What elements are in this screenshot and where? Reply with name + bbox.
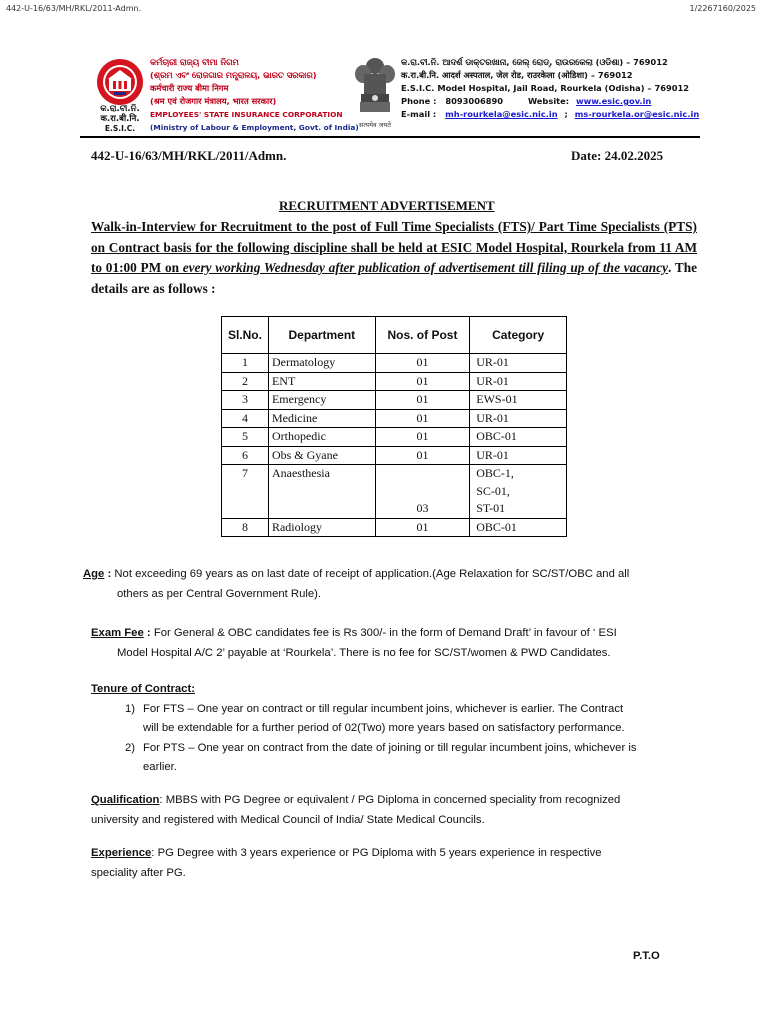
- cell-posts: 01: [375, 428, 470, 447]
- address-english: E.S.I.C. Model Hospital, Jail Road, Rourkela (Odisha) – 769012: [401, 83, 690, 93]
- tenure-item-2: [91, 739, 701, 778]
- cell-category: UR-01: [470, 372, 567, 391]
- table-row: [222, 518, 567, 537]
- header-department: Department: [268, 317, 375, 354]
- header-category: Category: [470, 317, 567, 354]
- tenure-section: [91, 680, 701, 778]
- cell-department: Radiology: [268, 518, 375, 537]
- address-hindi: क.रा.बी.नि. आदर्श अस्पताल, जेल रोड, राउरकेला (ओडिशा) – 769012: [401, 70, 633, 80]
- walkin-end: . The details are as follows :: [91, 260, 697, 296]
- org-name-odia: କର୍ମଚାରୀ ରାଜ୍ୟ ବୀମା ନିଗମ: [150, 57, 239, 67]
- ministry-odia: (ଶ୍ରମ ଏବଂ ରୋଜଗାର ମନ୍ତ୍ରାଳୟ, ଭାରତ ସରକାର): [150, 70, 317, 80]
- header-posts: Nos. of Post: [375, 317, 470, 354]
- cell-slno: 3: [222, 391, 269, 410]
- logo-caption-hindi: क.रा.बी.नि.: [100, 114, 140, 124]
- print-header-page: 1/2267160/2025: [689, 4, 756, 13]
- experience-line-1: : PG Degree with 3 years experience or PG Diploma with 5 years experience in respective: [151, 847, 602, 859]
- email-link-2[interactable]: ms-rourkela.or@esic.nic.in: [574, 109, 700, 119]
- tenure-item-1-line-2: will be extendable for a further period of 02(Two) more years based on satisfactory performance.: [143, 722, 625, 734]
- experience-line-2: speciality after PG.: [91, 866, 186, 879]
- experience-label: Experience: [91, 847, 152, 859]
- print-header-ref: 442-U-16/63/MH/RKL/2011-Admn.: [6, 4, 142, 13]
- table-row: [222, 428, 567, 447]
- org-name-english: EMPLOYEES' STATE INSURANCE CORPORATION: [150, 110, 343, 119]
- walkin-paragraph: [91, 217, 697, 299]
- tenure-item-2-line-2: earlier.: [143, 761, 177, 773]
- cell-posts: 01: [375, 354, 470, 373]
- age-colon: :: [104, 568, 112, 580]
- email-link-1[interactable]: mh-rourkela@esic.nic.in: [445, 109, 558, 119]
- cell-slno: 8: [222, 518, 269, 537]
- phone-label: Phone :: [401, 96, 437, 106]
- cell-department: Orthopedic: [268, 428, 375, 447]
- document-title: RECRUITMENT ADVERTISEMENT: [279, 198, 495, 213]
- cell-department: Emergency: [268, 391, 375, 410]
- cell-department: Anaesthesia: [268, 465, 375, 519]
- hospital-address-block: [401, 56, 699, 121]
- qualification-label: Qualification: [91, 794, 160, 806]
- cell-slno: 2: [222, 372, 269, 391]
- address-odia: କ.ରା.ବୀ.ନି. ଆଦର୍ଶ ଡାକ୍ତରଖାନା, ଜେଲ୍ ରୋଡ୍, ରାଉରକେଲା (ଓଡିଶା) – 769012: [401, 57, 668, 67]
- age-line-2: others as per Central Government Rule).: [117, 587, 322, 600]
- qualification-line-2: university and registered with Medical Council of India/ State Medical Councils.: [91, 813, 485, 826]
- cell-department: Dermatology: [268, 354, 375, 373]
- fee-colon: :: [143, 627, 154, 639]
- ministry-english: (Ministry of Labour & Employment, Govt. of India): [150, 123, 359, 132]
- org-name-hindi: कर्मचारी राज्य बीमा निगम: [150, 83, 229, 93]
- table-row: [222, 372, 567, 391]
- fee-line-1: For General & OBC candidates fee is Rs 300/- in the form of Demand Draft’ in favour of ‘ ESI: [153, 627, 617, 639]
- cell-posts: 01: [375, 391, 470, 410]
- walkin-text: Walk-in-Interview for Recruitment to the post of Full Time Specialists (FTS)/ Part Time Specialists (PTS) on Contract basis for the following discipline shall be held at ESIC Model Hospital, Rourkela from 11 AM to 01:00 PM on: [91, 219, 697, 275]
- tenure-label: Tenure of Contract:: [91, 683, 195, 695]
- walkin-schedule: every working Wednesday after publication of advertisement till filing up of the vacancy: [182, 260, 669, 275]
- logo-caption: [92, 104, 148, 134]
- header-slno: Sl.No.: [222, 317, 269, 354]
- document-date: Date: 24.02.2025: [571, 148, 664, 163]
- cell-slno: 4: [222, 409, 269, 428]
- cell-category: UR-01: [470, 354, 567, 373]
- cell-category: UR-01: [470, 409, 567, 428]
- cell-slno: 5: [222, 428, 269, 447]
- table-row: [222, 354, 567, 373]
- cell-slno: 7: [222, 465, 269, 519]
- qualification-section: [91, 791, 711, 830]
- table-row: [222, 409, 567, 428]
- contact-line: [401, 95, 699, 108]
- emblem-caption: सत्यमेव जयते: [359, 121, 391, 129]
- fee-label: Exam Fee: [91, 627, 144, 639]
- cell-posts: 03: [375, 465, 470, 519]
- tenure-item-1-num: 1): [124, 702, 135, 715]
- tenure-item-2-num: 2): [124, 741, 135, 754]
- phone-number: 8093006890: [445, 96, 504, 106]
- cell-slno: 1: [222, 354, 269, 373]
- tenure-item-2-line-1: For PTS – One year on contract from the date of joining or till regular incumbent joins, whichever is: [143, 741, 637, 754]
- cell-posts: 01: [375, 446, 470, 465]
- ministry-hindi: (श्रम एवं रोजगार मंत्रालय, भारत सरकार): [150, 96, 277, 106]
- table-row: [222, 465, 567, 519]
- cell-posts: 01: [375, 409, 470, 428]
- email-separator: ;: [564, 109, 568, 119]
- esic-logo: [96, 58, 144, 106]
- national-emblem: [352, 56, 398, 129]
- logo-caption-en: E.S.I.C.: [104, 124, 136, 133]
- cell-category: EWS-01: [470, 391, 567, 410]
- header-divider: [80, 136, 700, 138]
- cell-category: OBC-01: [470, 518, 567, 537]
- exam-fee-section: [91, 624, 711, 663]
- table-row: [222, 446, 567, 465]
- reference-number: 442-U-16/63/MH/RKL/2011/Admn.: [91, 148, 287, 163]
- age-line-1: Not exceeding 69 years as on last date of receipt of application.(Age Relaxation for SC/ST/OBC and all: [114, 568, 630, 580]
- email-line: [401, 108, 699, 121]
- cell-department: Obs & Gyane: [268, 446, 375, 465]
- vacancy-table: [221, 316, 567, 537]
- age-label: Age: [83, 568, 105, 580]
- website-label: Website:: [527, 96, 570, 106]
- cell-category: UR-01: [470, 446, 567, 465]
- cell-category: OBC-01: [470, 428, 567, 447]
- logo-caption-odia: କ.ରା.ବୀ.ନି.: [100, 104, 140, 114]
- page-turn-note: P.T.O: [633, 950, 660, 962]
- cell-posts: 01: [375, 372, 470, 391]
- tenure-item-1: [91, 700, 701, 739]
- qualification-line-1: : MBBS with PG Degree or equivalent / PG Diploma in concerned speciality from recognized: [159, 794, 621, 806]
- tenure-item-1-line-1: For FTS – One year on contract or till regular incumbent joins, whichever is earlier. The Contract: [143, 702, 624, 715]
- fee-line-2: Model Hospital A/C 2’ payable at ‘Rourkela’. There is no fee for SC/ST/women & PWD Candidates.: [117, 646, 611, 659]
- cell-posts: 01: [375, 518, 470, 537]
- website-link[interactable]: www.esic.gov.in: [575, 96, 652, 106]
- cell-slno: 6: [222, 446, 269, 465]
- organization-name-block: [150, 56, 359, 134]
- cell-department: Medicine: [268, 409, 375, 428]
- cell-category: OBC-1, SC-01, ST-01: [470, 465, 567, 519]
- age-section: [83, 565, 703, 604]
- table-row: [222, 391, 567, 410]
- email-label: E-mail :: [401, 109, 437, 119]
- cell-department: ENT: [268, 372, 375, 391]
- experience-section: [91, 844, 711, 883]
- table-header-row: [222, 317, 567, 354]
